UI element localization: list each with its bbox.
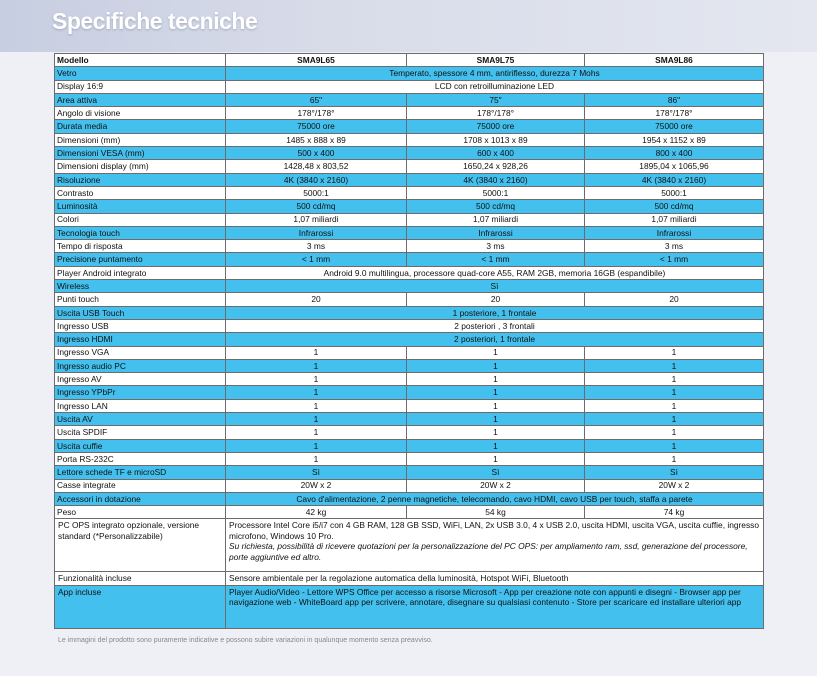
- header-label: Modello: [55, 54, 226, 67]
- row-label: Tecnologia touch: [55, 226, 226, 239]
- row-value: 500 cd/mq: [585, 200, 764, 213]
- row-label: Player Android integrato: [55, 266, 226, 279]
- table-row: [55, 107, 764, 120]
- row-label: Ingresso YPbPr: [55, 386, 226, 399]
- row-label: Risoluzione: [55, 173, 226, 186]
- table-row: [55, 439, 764, 452]
- row-value: 1: [407, 359, 585, 372]
- row-value: 1 posteriore, 1 frontale: [226, 306, 764, 319]
- table-row: [55, 200, 764, 213]
- row-label: Luminosità: [55, 200, 226, 213]
- row-label: Lettore schede TF e microSD: [55, 466, 226, 479]
- row-value: LCD con retroilluminazione LED: [226, 80, 764, 93]
- row-value: 1428,48 x 803,52: [226, 160, 407, 173]
- row-value: 1: [585, 413, 764, 426]
- table-row: [55, 213, 764, 226]
- row-value: 1: [407, 386, 585, 399]
- features-row: [55, 572, 764, 586]
- row-label: Uscita USB Touch: [55, 306, 226, 319]
- table-row: [55, 479, 764, 492]
- table-row: [55, 399, 764, 412]
- row-label: Precisione puntamento: [55, 253, 226, 266]
- row-value: < 1 mm: [407, 253, 585, 266]
- row-value: 1: [407, 346, 585, 359]
- table-row: [55, 253, 764, 266]
- ops-note: Su richiesta, possibilità di ricevere quotazioni per la personalizzazione del PC OPS: per ampliamento ram, ssd, generazione del processore, porte aggiuntive ed altro.: [229, 541, 748, 562]
- table-row: [55, 319, 764, 332]
- features-label: Funzionalità incluse: [55, 572, 226, 586]
- row-value: 1: [585, 439, 764, 452]
- row-label: Uscita SPDIF: [55, 426, 226, 439]
- apps-row: [55, 585, 764, 628]
- table-row: [55, 226, 764, 239]
- table-row: [55, 386, 764, 399]
- row-value: 74 kg: [585, 506, 764, 519]
- row-label: Ingresso HDMI: [55, 333, 226, 346]
- row-label: Ingresso audio PC: [55, 359, 226, 372]
- row-value: 4K (3840 x 2160): [226, 173, 407, 186]
- table-row: [55, 293, 764, 306]
- row-value: 1: [585, 399, 764, 412]
- row-value: Infrarossi: [585, 226, 764, 239]
- row-value: 42 kg: [226, 506, 407, 519]
- model-name: SMA9L65: [226, 54, 407, 67]
- row-value: 500 x 400: [226, 147, 407, 160]
- row-value: 86": [585, 93, 764, 106]
- row-label: Tempo di risposta: [55, 240, 226, 253]
- row-value: 178°/178°: [585, 107, 764, 120]
- model-name: SMA9L86: [585, 54, 764, 67]
- table-row: [55, 413, 764, 426]
- model-name: SMA9L75: [407, 54, 585, 67]
- row-label: Dimensioni VESA (mm): [55, 147, 226, 160]
- row-value: Sì: [226, 280, 764, 293]
- row-label: Accessori in dotazione: [55, 492, 226, 505]
- row-value: 178°/178°: [226, 107, 407, 120]
- row-value: 1: [226, 359, 407, 372]
- table-row: [55, 120, 764, 133]
- row-value: Infrarossi: [226, 226, 407, 239]
- row-value: 1: [226, 426, 407, 439]
- row-value: 1: [226, 399, 407, 412]
- row-label: Uscita AV: [55, 413, 226, 426]
- row-value: 1,07 miliardi: [585, 213, 764, 226]
- row-value: 1: [585, 346, 764, 359]
- features-value: Sensore ambientale per la regolazione automatica della luminosità, Hotspot WiFi, Bluetooth: [226, 572, 764, 586]
- row-value: 1: [407, 373, 585, 386]
- row-label: Ingresso USB: [55, 319, 226, 332]
- row-value: 1: [585, 426, 764, 439]
- row-label: Display 16:9: [55, 80, 226, 93]
- row-value: 4K (3840 x 2160): [585, 173, 764, 186]
- row-value: 3 ms: [585, 240, 764, 253]
- apps-value: Player Audio/Video - Lettore WPS Office per accesso a risorse Microsoft - App per creazione note con appunti e disegni - Browser app per navigazione web - WhiteBoard app per scrivere, annotare, disegnare su qualsiasi contenuto - Store per scaricare ed installare ulteriori app: [226, 585, 764, 628]
- page-title: Specifiche tecniche: [52, 8, 258, 34]
- row-value: 1: [585, 452, 764, 465]
- row-value: 75000 ore: [407, 120, 585, 133]
- row-label: Uscita cuffie: [55, 439, 226, 452]
- row-value: 1,07 miliardi: [226, 213, 407, 226]
- row-value: 75000 ore: [226, 120, 407, 133]
- table-row: [55, 186, 764, 199]
- row-value: 1: [226, 386, 407, 399]
- row-value: 1: [226, 373, 407, 386]
- row-value: 20W x 2: [407, 479, 585, 492]
- row-value: Cavo d'alimentazione, 2 penne magnetiche, telecomando, cavo HDMI, cavo USB per touch, staffa a parete: [226, 492, 764, 505]
- row-label: Contrasto: [55, 186, 226, 199]
- row-value: 178°/178°: [407, 107, 585, 120]
- row-value: 20: [226, 293, 407, 306]
- row-label: Colori: [55, 213, 226, 226]
- row-label: Dimensioni display (mm): [55, 160, 226, 173]
- row-value: Temperato, spessore 4 mm, antiriflesso, durezza 7 Mohs: [226, 67, 764, 80]
- row-value: 3 ms: [407, 240, 585, 253]
- row-value: 1: [407, 399, 585, 412]
- spec-table: [54, 53, 764, 629]
- row-label: Angolo di visione: [55, 107, 226, 120]
- row-label: Dimensioni (mm): [55, 133, 226, 146]
- row-label: Durata media: [55, 120, 226, 133]
- table-row: [55, 80, 764, 93]
- row-value: 1: [407, 426, 585, 439]
- row-label: Ingresso AV: [55, 373, 226, 386]
- row-value: 5000:1: [407, 186, 585, 199]
- table-row: [55, 133, 764, 146]
- row-value: 1: [226, 452, 407, 465]
- table-row: [55, 492, 764, 505]
- row-value: Sì: [407, 466, 585, 479]
- table-header-row: [55, 54, 764, 67]
- row-value: 1,07 miliardi: [407, 213, 585, 226]
- row-value: Android 9.0 multilingua, processore quad-core A55, RAM 2GB, memoria 16GB (espandibile): [226, 266, 764, 279]
- row-label: Casse integrate: [55, 479, 226, 492]
- row-value: 1: [226, 346, 407, 359]
- ops-label: PC OPS integrato opzionale, versione standard (*Personalizzabile): [55, 519, 226, 572]
- ops-text: Processore Intel Core i5/i7 con 4 GB RAM, 128 GB SSD, WiFi, LAN, 2x USB 3.0, 4 x USB 2.0, uscita HDMI, uscita VGA, uscita cuffie, ingresso microfono, Windows 10 Pro.: [229, 520, 760, 541]
- row-value: 20: [407, 293, 585, 306]
- row-value: 5000:1: [585, 186, 764, 199]
- row-label: Punti touch: [55, 293, 226, 306]
- row-value: < 1 mm: [585, 253, 764, 266]
- table-row: [55, 426, 764, 439]
- table-row: [55, 93, 764, 106]
- row-label: Vetro: [55, 67, 226, 80]
- row-value: 1: [407, 439, 585, 452]
- row-value: 2 posteriori, 1 frontale: [226, 333, 764, 346]
- ops-row: [55, 519, 764, 572]
- table-row: [55, 373, 764, 386]
- table-row: [55, 333, 764, 346]
- row-value: 500 cd/mq: [407, 200, 585, 213]
- row-value: < 1 mm: [226, 253, 407, 266]
- row-value: 600 x 400: [407, 147, 585, 160]
- row-value: 1: [585, 359, 764, 372]
- row-value: 1: [407, 452, 585, 465]
- table-row: [55, 240, 764, 253]
- row-value: 1485 x 888 x 89: [226, 133, 407, 146]
- table-row: [55, 306, 764, 319]
- row-value: Sì: [585, 466, 764, 479]
- row-value: 5000:1: [226, 186, 407, 199]
- row-value: 75": [407, 93, 585, 106]
- row-value: 3 ms: [226, 240, 407, 253]
- table-row: [55, 67, 764, 80]
- row-value: 20W x 2: [226, 479, 407, 492]
- row-value: 2 posteriori , 3 frontali: [226, 319, 764, 332]
- row-value: 1: [226, 413, 407, 426]
- row-value: 1: [585, 386, 764, 399]
- row-value: Infrarossi: [407, 226, 585, 239]
- row-value: 800 x 400: [585, 147, 764, 160]
- apps-label: App incluse: [55, 585, 226, 628]
- row-label: Area attiva: [55, 93, 226, 106]
- row-value: 20W x 2: [585, 479, 764, 492]
- row-label: Wireless: [55, 280, 226, 293]
- row-value: 4K (3840 x 2160): [407, 173, 585, 186]
- table-row: [55, 359, 764, 372]
- table-row: [55, 466, 764, 479]
- row-value: 500 cd/mq: [226, 200, 407, 213]
- table-row: [55, 173, 764, 186]
- row-value: 20: [585, 293, 764, 306]
- row-value: 54 kg: [407, 506, 585, 519]
- footnote: Le immagini del prodotto sono puramente indicative e possono subire variazioni in qualunque momento senza preavviso.: [58, 637, 433, 644]
- table-row: [55, 147, 764, 160]
- ops-value: [226, 519, 764, 572]
- table-row: [55, 160, 764, 173]
- table-row: [55, 346, 764, 359]
- row-value: 75000 ore: [585, 120, 764, 133]
- row-value: 1650,24 x 928,26: [407, 160, 585, 173]
- row-label: Porta RS-232C: [55, 452, 226, 465]
- table-row: [55, 452, 764, 465]
- row-label: Ingresso LAN: [55, 399, 226, 412]
- row-label: Ingresso VGA: [55, 346, 226, 359]
- row-value: 1: [226, 439, 407, 452]
- row-value: 1: [585, 373, 764, 386]
- row-value: 1: [407, 413, 585, 426]
- row-value: 1895,04 x 1065,96: [585, 160, 764, 173]
- table-row: [55, 280, 764, 293]
- row-label: Peso: [55, 506, 226, 519]
- row-value: 1954 x 1152 x 89: [585, 133, 764, 146]
- table-row: [55, 506, 764, 519]
- row-value: Sì: [226, 466, 407, 479]
- row-value: 65": [226, 93, 407, 106]
- table-row: [55, 266, 764, 279]
- row-value: 1708 x 1013 x 89: [407, 133, 585, 146]
